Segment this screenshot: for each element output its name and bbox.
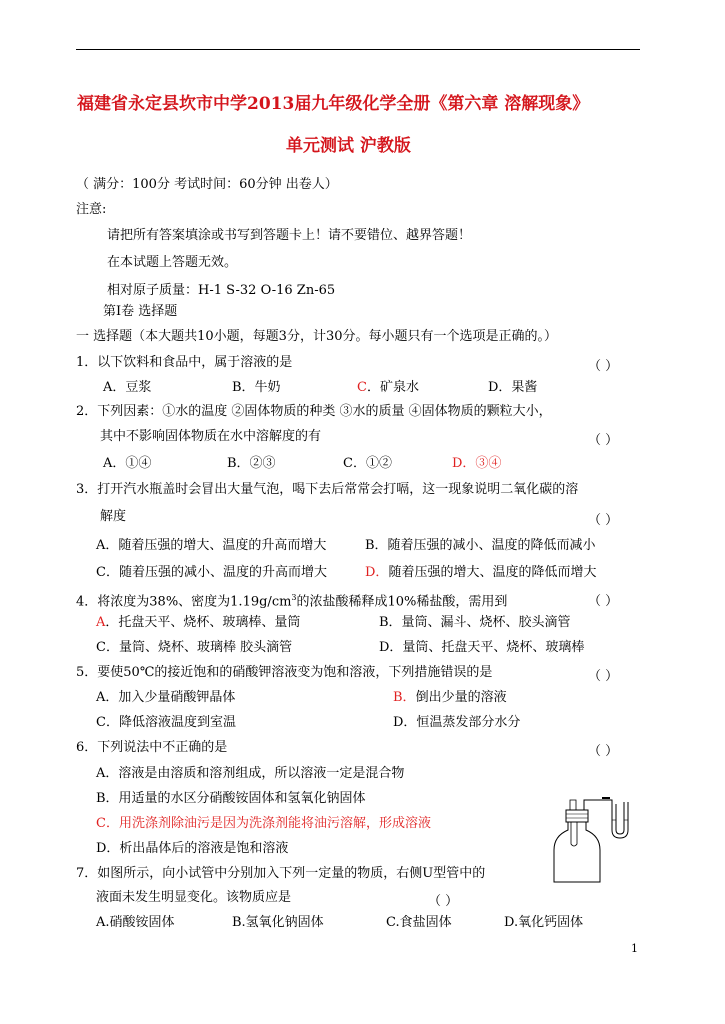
answer-blank-4: （ ）	[588, 594, 619, 609]
question-4-stem: 4．将浓度为38%、密度为$1.19g/cm^3$的浓盐酸稀释成10%稀盐酸，需用到	[76, 593, 508, 610]
question-1-stem: 1．以下饮料和食品中，属于溶液的是	[76, 355, 293, 370]
q2-option-a: A．①④	[103, 456, 152, 471]
q2-option-c: C．①②	[343, 456, 392, 471]
answer-blank-3: （ ）	[588, 513, 619, 528]
answer-blank-7: （ ）	[428, 894, 459, 909]
q5-option-b-text: 倒出少量的溶液	[415, 690, 507, 705]
q5-option-b	[393, 690, 507, 706]
q3-option-d-letter: D．	[365, 565, 389, 580]
q4-option-a: A．托盘天平、烧杯、玻璃棒、量筒	[96, 615, 301, 630]
q7-option-c: C.食盐固体	[386, 915, 452, 930]
question-6-stem: 6．下列说法中不正确的是	[76, 740, 228, 755]
q6-option-b: B．用适量的水区分硝酸铵固体和氢氧化钠固体	[96, 791, 366, 806]
page-number: 1	[631, 942, 638, 955]
note-item-2: 在本试题上答题无效。	[107, 255, 238, 270]
question-2-stem: 2．下列因素：①水的温度 ②固体物质的种类 ③水的质量 ④固体物质的颗粒大小，	[76, 404, 552, 419]
q7-option-a: A.硝酸铵固体	[96, 915, 175, 930]
q1-option-d: D．果酱	[488, 380, 538, 395]
question-2-stem-cont: 其中不影响固体物质在水中溶解度的有	[100, 429, 322, 444]
answer-blank-5: （ ）	[588, 669, 619, 684]
answer-blank-1: （ ）	[588, 359, 619, 374]
question-7-stem-cont: 液面未发生明显变化。该物质应是	[96, 890, 292, 905]
q1-option-b: B．牛奶	[232, 380, 281, 395]
q7-option-d: D.氧化钙固体	[504, 915, 584, 930]
page-title-line1: 福建省永定县坎市中学2013届九年级化学全册《第六章 溶解现象》	[77, 94, 590, 114]
q6-option-c: C．用洗涤剂除油污是因为洗涤剂能将油污溶解，形成溶液	[96, 816, 431, 831]
q3-option-b: B．随着压强的减小、温度的降低而减小	[365, 538, 596, 553]
answer-blank-6: （ ）	[588, 744, 619, 759]
section-heading: 一 选择题（本大题共10小题，每题3分，计30分。每小题只有一个选项是正确的。）	[76, 329, 557, 344]
q2-option-b: B．②③	[227, 456, 276, 471]
answer-blank-2: （ ）	[588, 433, 619, 448]
note-label: 注意:	[76, 202, 107, 217]
q5-option-b-letter: B．	[393, 690, 416, 705]
q2-option-d: D．③④	[452, 456, 502, 471]
q1-option-a: A．豆浆	[103, 380, 152, 395]
question-3-stem-cont: 解度	[100, 509, 127, 524]
question-7-stem: 7．如图所示，向小试管中分别加入下列一定量的物质，右侧U型管中的	[76, 866, 486, 881]
volume-heading: 第Ⅰ卷 选择题	[103, 304, 178, 319]
q7-option-b: B.氢氧化钠固体	[232, 915, 324, 930]
q5-option-c: C．降低溶液温度到室温	[96, 715, 236, 730]
question-3-stem: 3．打开汽水瓶盖时会冒出大量气泡，喝下去后常常会打嗝，这一现象说明二氧化碳的溶	[76, 482, 579, 497]
atomic-mass: 相对原子质量：H-1 S-32 O-16 Zn-65	[107, 283, 336, 298]
q3-option-c: C．随着压强的减小、温度的升高而增大	[96, 565, 327, 580]
q5-option-d: D．恒温蒸发部分水分	[393, 715, 521, 730]
header-rule	[76, 49, 640, 50]
q4-option-b: B．量筒、漏斗、烧杯、胶头滴管	[379, 615, 571, 630]
q3-option-a: A．随着压强的增大、温度的升高而增大	[96, 538, 327, 553]
q4-option-d: D．量筒、托盘天平、烧杯、玻璃棒	[379, 640, 585, 655]
q4-option-c: C．量筒、烧杯、玻璃棒 胶头滴管	[96, 640, 293, 655]
page-title-line2: 单元测试 沪教版	[286, 136, 411, 156]
note-item-1: 请把所有答案填涂或书写到答题卡上！请不要错位、越界答题！	[107, 228, 472, 243]
q6-option-a: A．溶液是由溶质和溶剂组成，所以溶液一定是混合物	[96, 766, 405, 781]
q3-option-d-text: 随着压强的增大、温度的降低而增大	[388, 565, 597, 580]
q3-option-d	[365, 565, 596, 581]
question-5-stem: 5．要使50℃的接近饱和的硝酸钾溶液变为饱和溶液，下列措施错误的是	[76, 665, 493, 680]
q6-option-d: D．析出晶体后的溶液是饱和溶液	[96, 841, 289, 856]
q5-option-a: A．加入少量硝酸钾晶体	[96, 690, 236, 705]
apparatus-figure	[540, 790, 642, 886]
exam-info: （ 满分：100分 考试时间：60分钟 出卷人）	[76, 177, 338, 192]
q1-option-c: C．矿泉水	[357, 380, 419, 395]
